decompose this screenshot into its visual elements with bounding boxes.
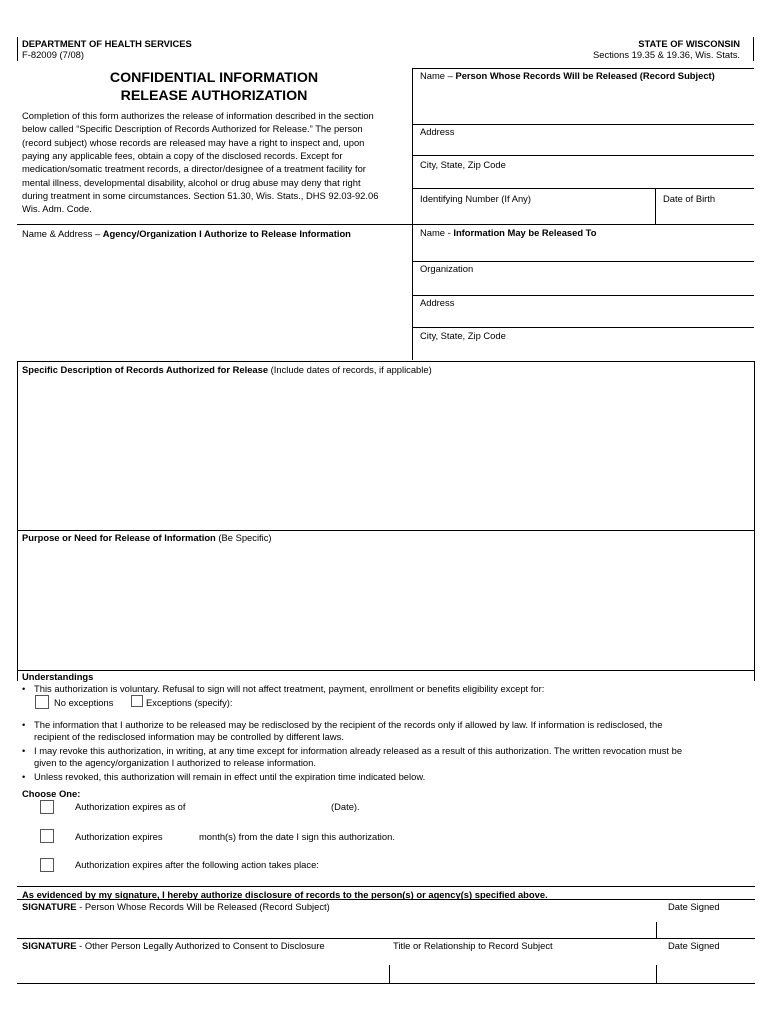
recipient-name-label: Information May be Released To [453, 227, 597, 238]
records-description-note: (Include dates of records, if applicable) [268, 364, 432, 375]
signature-bottom-rule [17, 983, 755, 984]
rule [412, 327, 754, 328]
intro-line: (record subject) whose records are released may have a right to inspect and, upon [22, 136, 365, 148]
subject-name-field[interactable] [420, 70, 715, 82]
understandings-top-rule [17, 670, 755, 671]
date-of-birth-field[interactable]: Date of Birth [663, 193, 716, 204]
agency-prefix: Name & Address – [22, 228, 103, 239]
authorized-signature-field[interactable] [22, 940, 325, 952]
recipient-name-field[interactable] [420, 227, 596, 239]
rule [17, 938, 755, 939]
subject-name-label: Person Whose Records Will be Released (Record Subject) [455, 70, 715, 81]
form-title-line-1: CONFIDENTIAL INFORMATION [109, 70, 319, 86]
statute-reference: Sections 19.35 & 19.36, Wis. Stats. [593, 49, 740, 60]
sig2-date-divider [656, 965, 657, 983]
form-title-line-2: RELEASE AUTHORIZATION [120, 88, 308, 105]
understanding-line: The information that I authorize to be released may be redisclosed by the recipient of the records only if allowed by law. If information is redisclosed, the [34, 719, 663, 730]
understandings-heading: Understandings [22, 671, 94, 682]
intro-paragraph [22, 109, 412, 216]
recipient-organization-field[interactable]: Organization [420, 263, 474, 274]
signature-label: - Other Person Legally Authorized to Consent to Disclosure [76, 940, 325, 951]
intro-line: during treatment in some circumstances. Section 51.30, Wis. Stats., DHS 92.03-92.06 [22, 190, 379, 202]
understanding-line: given to the agency/organization I authorized to release information. [34, 757, 316, 769]
exceptions-checkbox[interactable] [131, 695, 143, 707]
bullet: • [22, 683, 26, 694]
rule [412, 188, 754, 189]
rule [412, 124, 754, 125]
expires-months-checkbox[interactable] [40, 829, 54, 843]
recipient-address-field[interactable]: Address [420, 297, 455, 308]
sig1-date-divider [656, 922, 657, 939]
intro-line: below called “Specific Description of Records Authorized for Release.” The person [22, 123, 363, 135]
signature-bold-label: SIGNATURE [22, 940, 77, 951]
header-left-bracket [17, 37, 18, 61]
authorization-statement: As evidenced by my signature, I hereby authorize disclosure of records to the person(s) or agency(s) specified above. [22, 889, 548, 900]
purpose-top-rule [17, 530, 755, 531]
expires-date-prefix: Authorization expires as of [75, 801, 186, 812]
understanding-redisclosure [34, 719, 750, 744]
recipient-name-prefix: Name - [420, 227, 454, 238]
header-right-bracket [753, 37, 754, 61]
subject-address-field[interactable]: Address [420, 126, 455, 137]
authorized-date-signed-field[interactable]: Date Signed [668, 940, 720, 951]
department-name: DEPARTMENT OF HEALTH SERVICES [22, 38, 192, 49]
purpose-note: (Be Specific) [215, 532, 272, 543]
understanding-line: recipient of the redisclosed information may be controlled by different laws. [34, 731, 344, 743]
rule [412, 261, 754, 262]
subject-signature-field[interactable] [22, 901, 330, 913]
expires-date-suffix: (Date). [331, 801, 360, 812]
records-description-field[interactable] [22, 364, 432, 376]
signature-top-rule [17, 886, 755, 887]
understanding-revocation [34, 745, 750, 770]
bullet: • [22, 771, 26, 782]
form-number: F-82009 (7/08) [22, 49, 85, 60]
subject-top-rule [412, 68, 754, 69]
agency-top-rule [17, 224, 754, 225]
subject-name-prefix: Name – [420, 70, 456, 81]
recipient-city-state-zip-field[interactable]: City, State, Zip Code [420, 330, 506, 341]
no-exceptions-checkbox[interactable] [35, 695, 49, 709]
intro-line: Completion of this form authorizes the release of information described in the section [22, 110, 374, 121]
expires-date-checkbox[interactable] [40, 800, 54, 814]
rule [17, 899, 755, 900]
expires-action-checkbox[interactable] [40, 858, 54, 872]
right-column-divider [412, 68, 413, 360]
subject-city-state-zip-field[interactable]: City, State, Zip Code [420, 159, 506, 170]
bullet: • [22, 719, 26, 730]
agency-label: Agency/Organization I Authorize to Release Information [102, 228, 351, 239]
expires-action-label: Authorization expires after the following action takes place: [75, 859, 319, 870]
purpose-label: Purpose or Need for Release of Information [22, 532, 216, 543]
form-title [22, 69, 406, 106]
choose-one-heading: Choose One: [22, 788, 81, 799]
expires-months-suffix: month(s) from the date I sign this authorization. [199, 831, 395, 842]
understanding-expiration: Unless revoked, this authorization will remain in effect until the expiration time indicated below. [34, 771, 426, 782]
records-purpose-box [17, 361, 755, 681]
rule [412, 155, 754, 156]
title-relationship-field[interactable]: Title or Relationship to Record Subject [393, 940, 553, 951]
identifying-number-field[interactable]: Identifying Number (If Any) [420, 193, 531, 204]
intro-line: medication/somatic treatment records, a director/designee of a treatment facility for [22, 163, 366, 175]
no-exceptions-label: No exceptions [54, 697, 114, 708]
state-name: STATE OF WISCONSIN [638, 38, 740, 49]
signature-bold-label: SIGNATURE [22, 901, 77, 912]
rule [412, 295, 754, 296]
agency-name-address-field[interactable] [22, 228, 351, 240]
bullet: • [22, 745, 26, 756]
intro-line: mental illness, developmental disability, alcohol or drug abuse may deny that right [22, 176, 361, 188]
dob-divider [655, 188, 656, 224]
subject-date-signed-field[interactable]: Date Signed [668, 901, 720, 912]
expires-months-prefix: Authorization expires [75, 831, 163, 842]
records-description-label: Specific Description of Records Authorized for Release [22, 364, 269, 375]
understanding-line: I may revoke this authorization, in writing, at any time except for information already released as a result of this authorization. The written revocation must be [34, 745, 683, 756]
understanding-voluntary: This authorization is voluntary. Refusal to sign will not affect treatment, payment, enrollment or benefits eligibility except for: [34, 683, 545, 694]
purpose-field[interactable] [22, 532, 272, 544]
exceptions-specify-label: Exceptions (specify): [146, 697, 233, 708]
signature-label: - Person Whose Records Will be Released (Record Subject) [76, 901, 330, 912]
sig2-title-divider [389, 965, 390, 983]
intro-line: Wis. Adm. Code. [22, 203, 92, 215]
intro-line: paying any applicable fees, obtain a copy of the disclosed records. Except for [22, 150, 343, 162]
